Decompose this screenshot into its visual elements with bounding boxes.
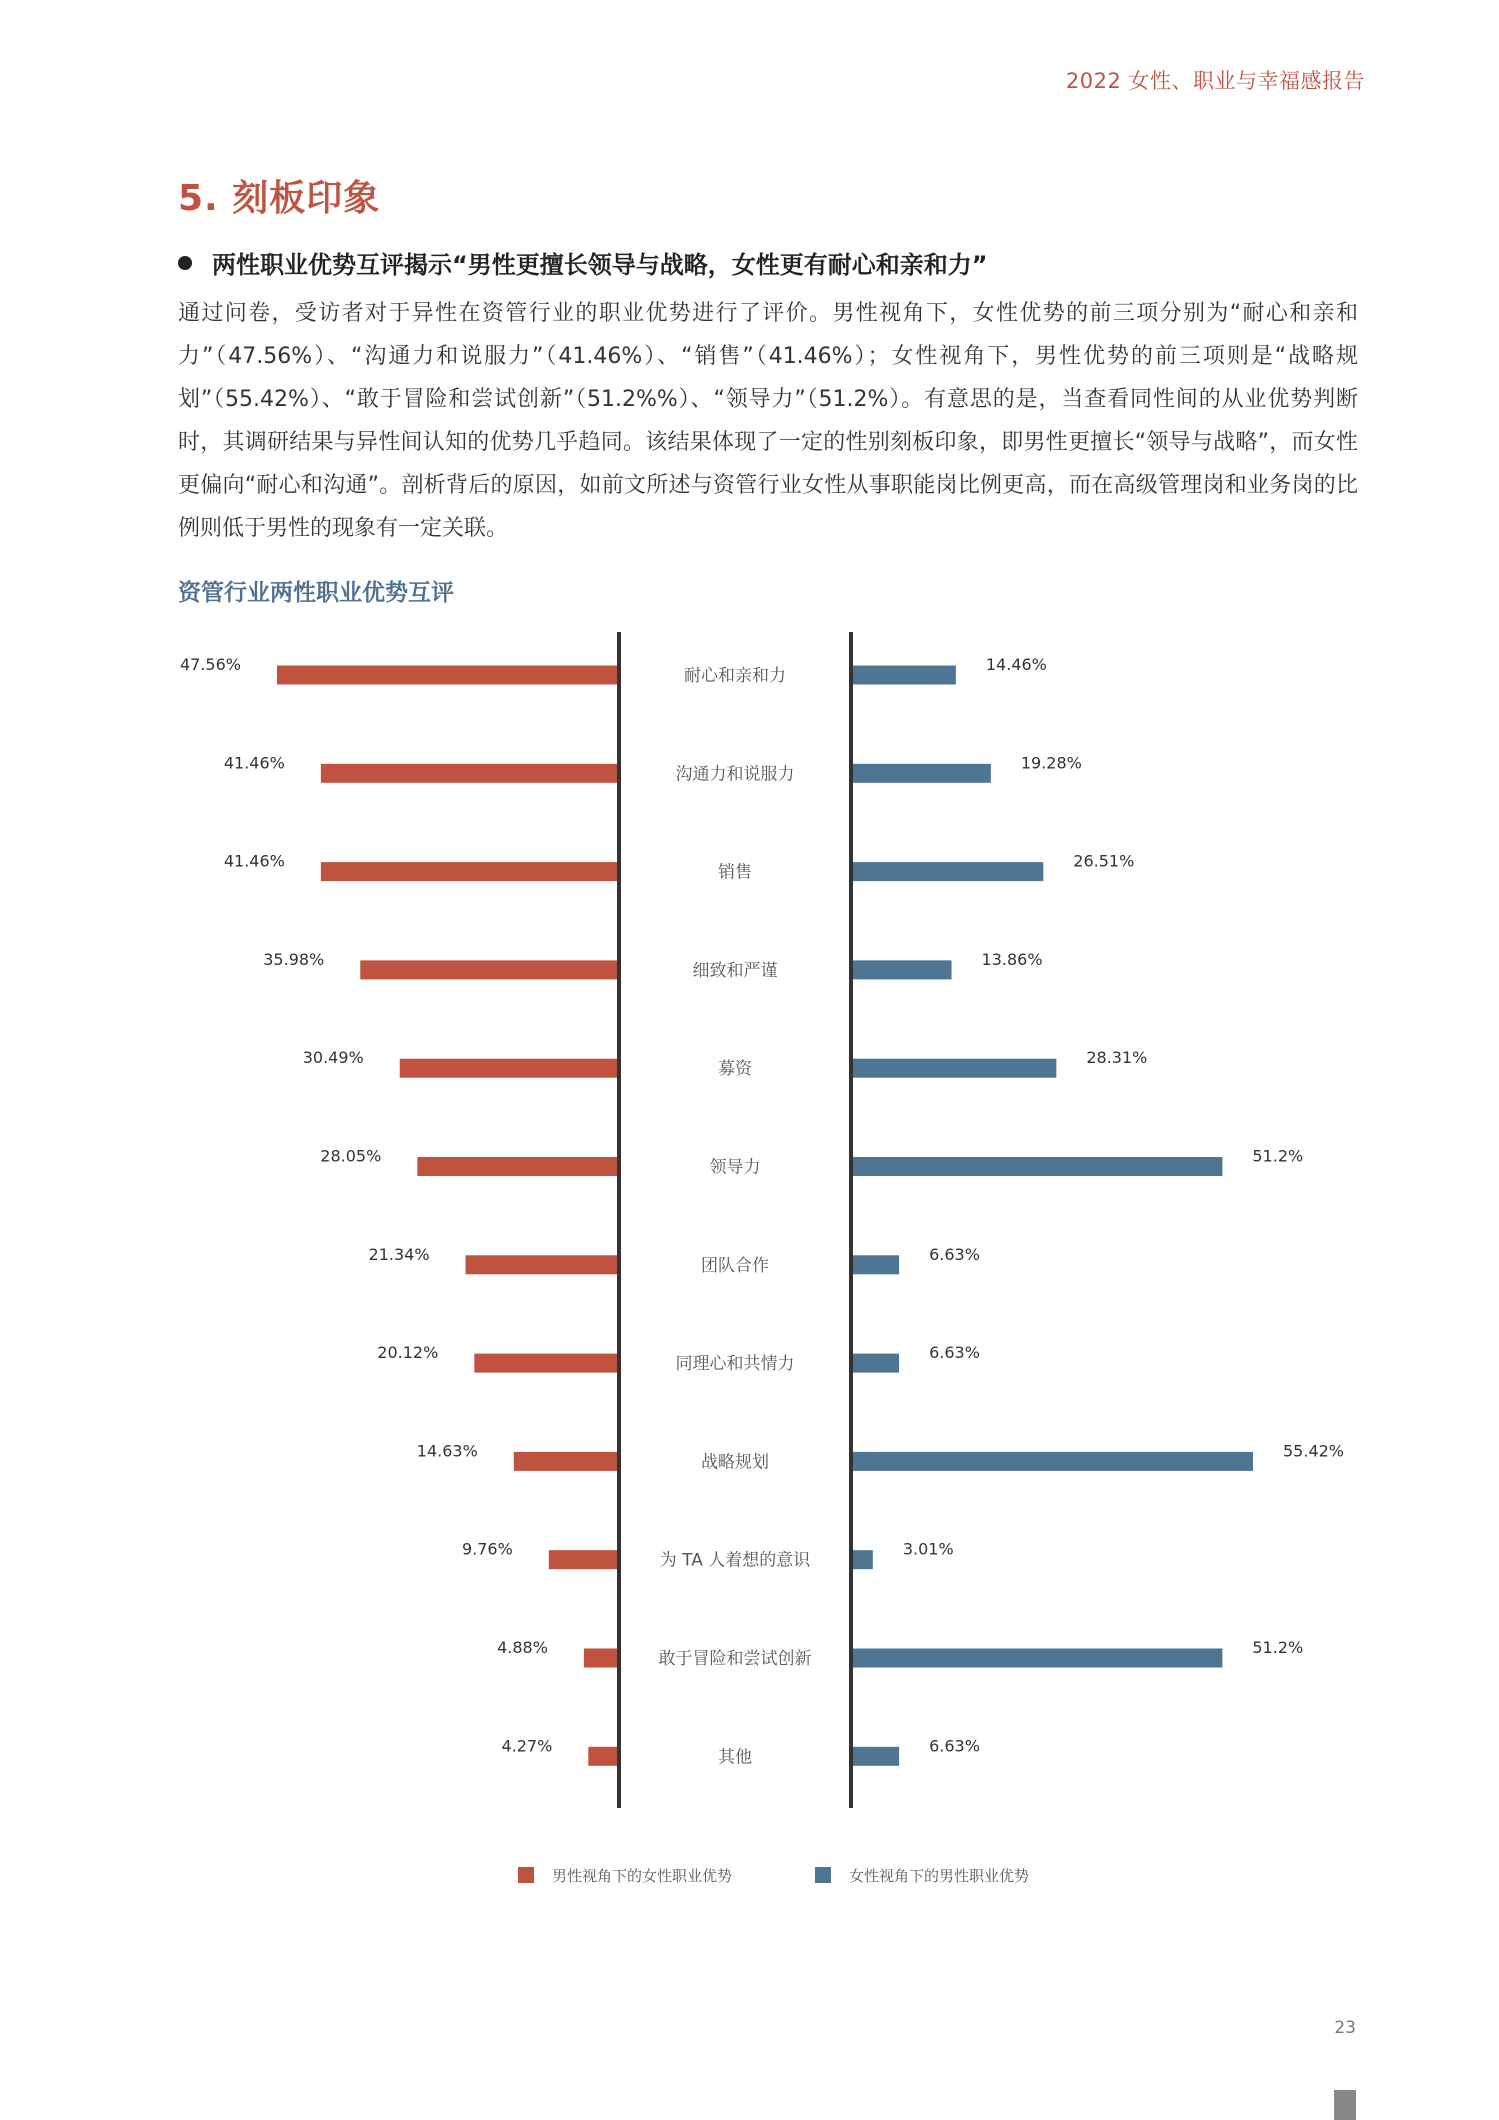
data-label-left-7: 20.12% xyxy=(377,1343,439,1363)
data-label-left-0: 47.56% xyxy=(179,655,241,674)
bar-left-2 xyxy=(321,862,619,881)
body-paragraph: 通过问卷，受访者对于异性在资管行业的职业优势进行了评价。男性视角下，女性优势的前三项分别为“耐心和亲和力”（47.56%）、“沟通力和说服力”（41.46%）、“销售”（41.46%）；女性视角下，男性优势的前三项则是“战略规划”（55.42%）、“敢于冒险和尝试创新”（51.2%%）、“领导力”（51.2%）。有意思的是，当查看同性间的从业优势判断时，其调研结果与异性间认知的优势几乎趋同。该结果体现了一定的性别刻板印象，即男性更擅长“领导与战略”，而女性更偏向“耐心和沟通”。剖析背后的原因，如前文所述与资管行业女性从事职能岗比例更高，而在高级管理岗和业务岗的比例则低于男性的现象有一定关联。 xyxy=(178,301,1358,541)
bar-right-6 xyxy=(851,1255,899,1274)
bar-right-8 xyxy=(851,1452,1253,1471)
bar-left-3 xyxy=(360,960,619,979)
report-header-title: 2022 女性、职业与幸福感报告 xyxy=(1065,69,1365,93)
category-label-1: 沟通力和说服力 xyxy=(675,764,795,785)
category-label-11: 其他 xyxy=(718,1747,752,1768)
page-number: 23 xyxy=(1334,2018,1356,2038)
data-label-left-5: 28.05% xyxy=(320,1146,382,1166)
legend-swatch-right xyxy=(815,1867,831,1883)
category-label-6: 团队合作 xyxy=(701,1255,769,1276)
bar-left-7 xyxy=(474,1354,619,1373)
data-label-left-11: 4.27% xyxy=(501,1736,553,1756)
bar-left-6 xyxy=(466,1255,619,1274)
data-label-right-8: 55.42% xyxy=(1283,1441,1345,1461)
bar-right-11 xyxy=(851,1747,899,1766)
category-label-0: 耐心和亲和力 xyxy=(684,666,786,686)
bar-right-1 xyxy=(851,764,991,783)
bar-left-9 xyxy=(549,1550,619,1569)
data-label-right-7: 6.63% xyxy=(929,1343,980,1363)
data-label-right-1: 19.28% xyxy=(1020,753,1082,773)
bar-right-10 xyxy=(851,1649,1222,1668)
category-label-3: 细致和严谨 xyxy=(692,960,778,981)
bar-left-10 xyxy=(584,1649,619,1668)
bar-left-0 xyxy=(277,666,619,685)
legend-label-right: 女性视角下的男性职业优势 xyxy=(849,1867,1030,1885)
data-label-right-6: 6.63% xyxy=(929,1244,980,1264)
category-label-8: 战略规划 xyxy=(701,1452,769,1473)
section-title: 5. 刻板印象 xyxy=(178,178,381,219)
legend-swatch-left xyxy=(518,1867,534,1883)
bar-right-3 xyxy=(851,960,952,979)
data-label-left-9: 9.76% xyxy=(461,1539,513,1559)
legend-label-left: 男性视角下的女性职业优势 xyxy=(552,1867,733,1885)
category-label-9: 为 TA 人着想的意识 xyxy=(659,1550,811,1571)
category-label-5: 领导力 xyxy=(709,1157,761,1178)
data-label-left-1: 41.46% xyxy=(223,753,285,773)
data-label-right-3: 13.86% xyxy=(981,949,1043,969)
category-label-2: 销售 xyxy=(718,862,752,883)
data-label-right-0: 14.46% xyxy=(985,655,1047,674)
category-label-7: 同理心和共情力 xyxy=(675,1354,795,1375)
chart-title: 资管行业两性职业优势互评 xyxy=(178,580,454,606)
data-label-left-3: 35.98% xyxy=(263,949,325,969)
bar-right-2 xyxy=(851,862,1043,881)
data-label-right-11: 6.63% xyxy=(929,1736,980,1756)
bar-left-4 xyxy=(400,1059,619,1078)
bar-right-9 xyxy=(851,1550,873,1569)
data-label-right-9: 3.01% xyxy=(902,1539,954,1559)
data-label-left-4: 30.49% xyxy=(302,1048,364,1068)
data-label-left-6: 21.34% xyxy=(368,1244,430,1264)
bullet-heading-text: 两性职业优势互评揭示“男性更擅长领导与战略，女性更有耐心和亲和力” xyxy=(212,251,988,279)
page-edge-tab xyxy=(1334,2090,1356,2120)
data-label-right-5: 51.2% xyxy=(1252,1146,1304,1166)
bar-right-4 xyxy=(851,1059,1056,1078)
data-label-left-10: 4.88% xyxy=(497,1638,548,1657)
bar-left-5 xyxy=(417,1157,619,1176)
category-label-4: 募资 xyxy=(718,1059,752,1080)
data-label-right-2: 26.51% xyxy=(1073,851,1135,871)
data-label-right-10: 51.2% xyxy=(1252,1638,1304,1657)
bar-right-5 xyxy=(851,1157,1222,1176)
category-label-10: 敢于冒险和尝试创新 xyxy=(658,1649,812,1669)
data-label-right-4: 28.31% xyxy=(1086,1048,1148,1068)
bar-left-8 xyxy=(514,1452,619,1471)
bar-left-1 xyxy=(321,764,619,783)
data-label-left-2: 41.46% xyxy=(223,851,285,871)
bar-right-7 xyxy=(851,1354,899,1373)
bar-left-11 xyxy=(588,1747,619,1766)
data-label-left-8: 14.63% xyxy=(416,1441,478,1461)
bar-right-0 xyxy=(851,666,956,685)
